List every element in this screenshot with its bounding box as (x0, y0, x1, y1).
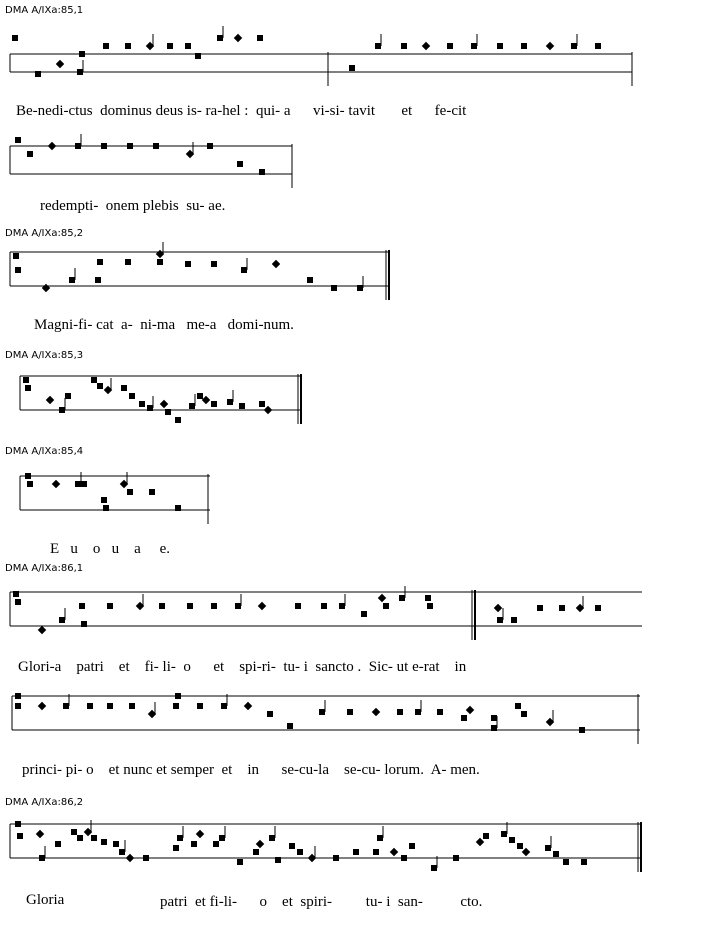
neume-note (427, 603, 433, 609)
neume-note (501, 831, 507, 837)
neume-note (197, 703, 203, 709)
neume-note (127, 143, 133, 149)
neume-note (175, 505, 181, 511)
neume-note (319, 709, 325, 715)
neume-note (383, 603, 389, 609)
neume-note (595, 43, 601, 49)
neume-note (15, 821, 21, 827)
neume-note (101, 143, 107, 149)
neume-note (65, 393, 71, 399)
source-label-6: DMA A/IXa:86,1 (5, 563, 84, 574)
neume-note (237, 859, 243, 865)
neume-note (157, 259, 163, 265)
neume-note (173, 703, 179, 709)
source-label-4: DMA A/IXa:85,3 (5, 350, 84, 361)
neume-note (95, 277, 101, 283)
neume-note (13, 253, 19, 259)
neume-note (160, 400, 168, 408)
neume-note (71, 829, 77, 835)
neume-note (173, 845, 179, 851)
neume-note (211, 401, 217, 407)
neume-note (546, 42, 554, 50)
neume-note (401, 855, 407, 861)
neume-note (143, 855, 149, 861)
neume-note (55, 841, 61, 847)
neume-note (321, 603, 327, 609)
neume-note (103, 43, 109, 49)
neume-note (287, 723, 293, 729)
neume-note (497, 617, 503, 623)
staff-6 (0, 584, 720, 644)
neume-note (515, 703, 521, 709)
neume-note (59, 407, 65, 413)
neume-note (219, 835, 225, 841)
neume-note (126, 854, 134, 862)
neume-note (189, 403, 195, 409)
neume-note (295, 603, 301, 609)
neume-note (52, 480, 60, 488)
staff-3 (0, 246, 720, 302)
neume-note (331, 285, 337, 291)
neume-note (79, 51, 85, 57)
neume-note (497, 43, 503, 49)
neume-note (15, 137, 21, 143)
neume-note (466, 706, 474, 714)
lyrics-2: redempti- onem plebis su- ae. (40, 198, 226, 214)
neume-note (211, 603, 217, 609)
neume-note (101, 839, 107, 845)
neume-note (77, 835, 83, 841)
neume-note (259, 169, 265, 175)
neume-note (259, 401, 265, 407)
neume-note (75, 481, 81, 487)
neume-note (415, 709, 421, 715)
neume-note (149, 489, 155, 495)
source-label-3: DMA A/IXa:85,2 (5, 228, 84, 239)
neume-note (113, 841, 119, 847)
neume-note (153, 143, 159, 149)
neume-note (147, 405, 153, 411)
neume-note (97, 259, 103, 265)
neume-note (46, 396, 54, 404)
neume-note (437, 709, 443, 715)
neume-note (177, 835, 183, 841)
neume-note (307, 277, 313, 283)
neume-note (23, 377, 29, 383)
neume-note (15, 599, 21, 605)
neume-note (125, 43, 131, 49)
neume-note (213, 841, 219, 847)
neume-note (38, 626, 46, 634)
neume-note (378, 594, 386, 602)
neume-note (159, 603, 165, 609)
neume-note (77, 69, 83, 75)
neume-note (537, 605, 543, 611)
neume-note (347, 709, 353, 715)
neume-note (234, 34, 242, 42)
neume-note (91, 377, 97, 383)
neume-note (129, 703, 135, 709)
neume-note (39, 855, 45, 861)
neume-note (563, 859, 569, 865)
neume-note (48, 142, 56, 150)
lyrics-8b: patri et fi-li- o et spiri- tu- i san- cto. (160, 894, 483, 910)
neume-note (333, 855, 339, 861)
neume-note (139, 401, 145, 407)
neume-note (521, 711, 527, 717)
neume-note (91, 835, 97, 841)
neume-note (107, 703, 113, 709)
neume-note (103, 505, 109, 511)
neume-note (127, 489, 133, 495)
neume-note (453, 855, 459, 861)
staff-5 (0, 466, 720, 522)
neume-note (81, 621, 87, 627)
neume-note (258, 602, 266, 610)
neume-note (197, 393, 203, 399)
neume-note (571, 43, 577, 49)
neume-note (27, 481, 33, 487)
neume-note (25, 473, 31, 479)
neume-note (187, 603, 193, 609)
neume-note (195, 53, 201, 59)
neume-note (397, 709, 403, 715)
lyrics-7: princi- pi- o et nunc et semper et in se-cu-la se-cu- lorum. A- men. (22, 762, 480, 778)
neume-note (272, 260, 280, 268)
neume-note (35, 71, 41, 77)
neume-note (483, 833, 489, 839)
neume-note (121, 385, 127, 391)
neume-note (372, 708, 380, 716)
neume-note (217, 35, 223, 41)
neume-note (175, 417, 181, 423)
neume-note (207, 143, 213, 149)
neume-note (185, 261, 191, 267)
neume-note (15, 693, 21, 699)
neume-note (79, 603, 85, 609)
neume-note (56, 60, 64, 68)
staff-2 (0, 130, 720, 190)
neume-note (221, 703, 227, 709)
neume-note (390, 848, 398, 856)
neume-note (15, 267, 21, 273)
neume-note (38, 702, 46, 710)
neume-note (196, 830, 204, 838)
neume-note (353, 849, 359, 855)
neume-note (521, 43, 527, 49)
neume-note (59, 617, 65, 623)
neume-note (63, 703, 69, 709)
neume-note (165, 409, 171, 415)
neume-note (241, 267, 247, 273)
neume-note (409, 843, 415, 849)
neume-note (75, 143, 81, 149)
lyrics-8a: Gloria (26, 892, 65, 908)
neume-note (461, 715, 467, 721)
neume-note (491, 715, 497, 721)
source-label-8: DMA A/IXa:86,2 (5, 797, 84, 808)
neume-note (401, 43, 407, 49)
lyrics-3: Magni-fi- cat a- ni-ma me-a domi-num. (34, 317, 294, 333)
neume-note (349, 65, 355, 71)
neume-note (191, 841, 197, 847)
neume-note (87, 703, 93, 709)
source-label-5: DMA A/IXa:85,4 (5, 446, 84, 457)
neume-note (167, 43, 173, 49)
neume-note (579, 727, 585, 733)
neume-note (471, 43, 477, 49)
neume-note (239, 403, 245, 409)
neume-note (69, 277, 75, 283)
lyrics-5: E u o u a e. (50, 541, 170, 557)
neume-note (545, 845, 551, 851)
neume-note (257, 35, 263, 41)
neume-note (27, 151, 33, 157)
neume-note (275, 857, 281, 863)
neume-note (211, 261, 217, 267)
neume-note (119, 849, 125, 855)
neume-note (559, 605, 565, 611)
neume-note (125, 259, 131, 265)
neume-note (235, 603, 241, 609)
neume-note (12, 35, 18, 41)
neume-note (361, 611, 367, 617)
neume-note (522, 848, 530, 856)
neume-note (289, 843, 295, 849)
neume-note (17, 833, 23, 839)
neume-note (175, 693, 181, 699)
neume-note (25, 385, 31, 391)
neume-note (375, 43, 381, 49)
staff-4 (0, 370, 720, 430)
neume-note (244, 702, 252, 710)
neume-note (425, 595, 431, 601)
staff-8 (0, 818, 720, 888)
neume-note (339, 603, 345, 609)
neume-note (42, 284, 50, 292)
neume-note (431, 865, 437, 871)
neume-note (511, 617, 517, 623)
neume-note (509, 837, 515, 843)
neume-note (581, 859, 587, 865)
neume-note (264, 406, 272, 414)
neume-note (185, 43, 191, 49)
neume-note (227, 399, 233, 405)
staff-1 (0, 28, 720, 88)
neume-note (357, 285, 363, 291)
neume-note (101, 497, 107, 503)
neume-note (399, 595, 405, 601)
neume-note (256, 840, 264, 848)
neume-note (253, 849, 259, 855)
neume-note (269, 835, 275, 841)
neume-note (97, 383, 103, 389)
neume-note (202, 396, 210, 404)
neume-note (267, 711, 273, 717)
neume-note (129, 393, 135, 399)
neume-note (491, 725, 497, 731)
neume-note (15, 703, 21, 709)
neume-note (595, 605, 601, 611)
neume-note (297, 849, 303, 855)
lyrics-1: Be-nedi-ctus dominus deus is- ra-hel : qui- a vi-si- tavit et fe-cit (16, 103, 467, 119)
lyrics-6: Glori-a patri et fi- li- o et spi-ri- tu- i sancto . Sic- ut e-rat in (18, 659, 467, 675)
neume-note (476, 838, 484, 846)
neume-note (494, 604, 502, 612)
neume-note (517, 843, 523, 849)
neume-note (447, 43, 453, 49)
source-label-1: DMA A/IXa:85,1 (5, 5, 84, 16)
neume-note (553, 851, 559, 857)
neume-note (237, 161, 243, 167)
staff-7 (0, 688, 720, 748)
neume-note (377, 835, 383, 841)
neume-note (13, 591, 19, 597)
neume-note (422, 42, 430, 50)
neume-note (107, 603, 113, 609)
neume-note (36, 830, 44, 838)
neume-note (373, 849, 379, 855)
neume-note (81, 481, 87, 487)
